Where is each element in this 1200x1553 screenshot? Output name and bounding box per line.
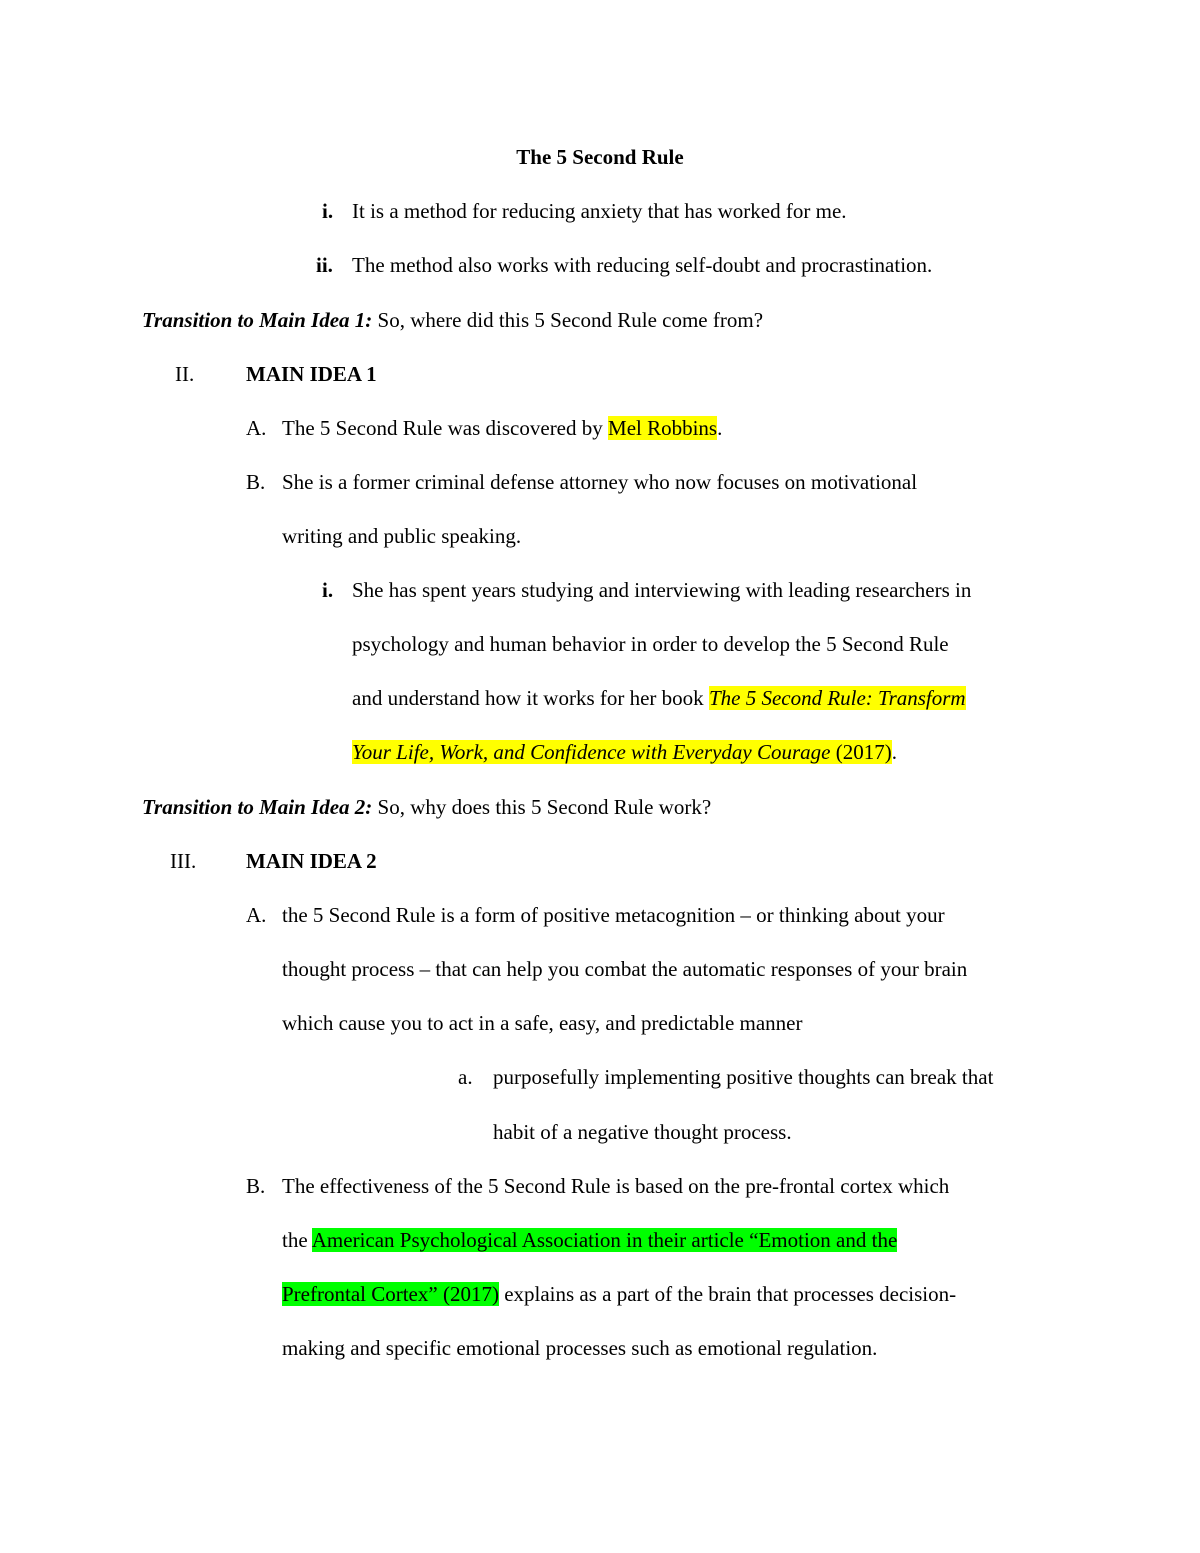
transition-2-label: Transition to Main Idea 2:: [142, 795, 373, 819]
book-title-part2: Your Life, Work, and Confidence with Everyday Courage: [352, 740, 831, 764]
book-title-part1: The 5 Second Rule: Transform: [708, 686, 966, 710]
transition-2-text: So, why does this 5 Second Rule work?: [372, 795, 712, 819]
book-year: (2017): [830, 740, 892, 764]
main2-a-marker: A.: [246, 903, 267, 927]
main1-a-lead: The 5 Second Rule was discovered by: [282, 416, 609, 440]
main2-a-line3: which cause you to act in a safe, easy, and predictable manner: [282, 1011, 803, 1035]
main1-b-line1: She is a former criminal defense attorney who now focuses on motivational: [282, 470, 918, 494]
intro-marker-2: ii.: [316, 253, 333, 277]
main-idea-2-heading: MAIN IDEA 2: [246, 849, 377, 873]
main1-a-marker: A.: [246, 416, 267, 440]
main2-a-sub-line2: habit of a negative thought process.: [493, 1120, 792, 1144]
main-idea-1-numeral: II.: [175, 362, 195, 386]
transition-1-text: So, where did this 5 Second Rule come from?: [372, 308, 764, 332]
intro-marker-1: i.: [322, 199, 334, 223]
main2-a-line1: the 5 Second Rule is a form of positive metacognition – or thinking about your: [282, 903, 945, 927]
main2-b-line2: [282, 1227, 897, 1253]
main1-b-sub-line2: psychology and human behavior in order to develop the 5 Second Rule: [352, 632, 949, 656]
main2-b-line3-rest: explains as a part of the brain that processes decision-: [498, 1282, 957, 1306]
main2-b-line1: The effectiveness of the 5 Second Rule is based on the pre-frontal cortex which: [282, 1174, 950, 1198]
main2-b-line4: making and specific emotional processes such as emotional regulation.: [282, 1336, 878, 1360]
main2-b-line2-pre: the: [282, 1228, 312, 1252]
main-idea-1-heading: MAIN IDEA 1: [246, 362, 377, 386]
main2-b-line3: [282, 1281, 956, 1307]
main1-b-line2: writing and public speaking.: [282, 524, 522, 548]
intro-item-2: The method also works with reducing self-doubt and procrastination.: [352, 253, 933, 277]
main1-b-marker: B.: [246, 470, 266, 494]
main2-a-line2: thought process – that can help you combat the automatic responses of your brain: [282, 957, 968, 981]
main1-a-text: [282, 415, 722, 441]
main2-a-sub-marker: a.: [458, 1065, 473, 1089]
main1-b-sub-line3: [352, 685, 966, 711]
highlight-apa-part1: American Psychological Association in their article “Emotion and the: [311, 1228, 898, 1252]
transition-1-label: Transition to Main Idea 1:: [142, 308, 373, 332]
main1-b-sub-line3-text: and understand how it works for her book: [352, 686, 709, 710]
book-end: .: [891, 740, 897, 764]
main1-b-sub-marker: i.: [322, 578, 334, 602]
intro-item-1: It is a method for reducing anxiety that has worked for me.: [352, 199, 847, 223]
highlight-mel-robbins: Mel Robbins: [608, 416, 718, 440]
transition-2: [142, 794, 711, 820]
highlight-apa-part2: Prefrontal Cortex” (2017): [282, 1282, 499, 1306]
main1-b-sub-line4: [352, 739, 897, 765]
main1-b-sub-line1: She has spent years studying and interviewing with leading researchers in: [352, 578, 972, 602]
main-idea-2-numeral: III.: [170, 849, 197, 873]
main1-a-end: .: [717, 416, 723, 440]
document-title: The 5 Second Rule: [516, 145, 684, 169]
main2-a-sub-line1: purposefully implementing positive thoughts can break that: [493, 1065, 994, 1089]
main2-b-marker: B.: [246, 1174, 266, 1198]
transition-1: [142, 307, 763, 333]
